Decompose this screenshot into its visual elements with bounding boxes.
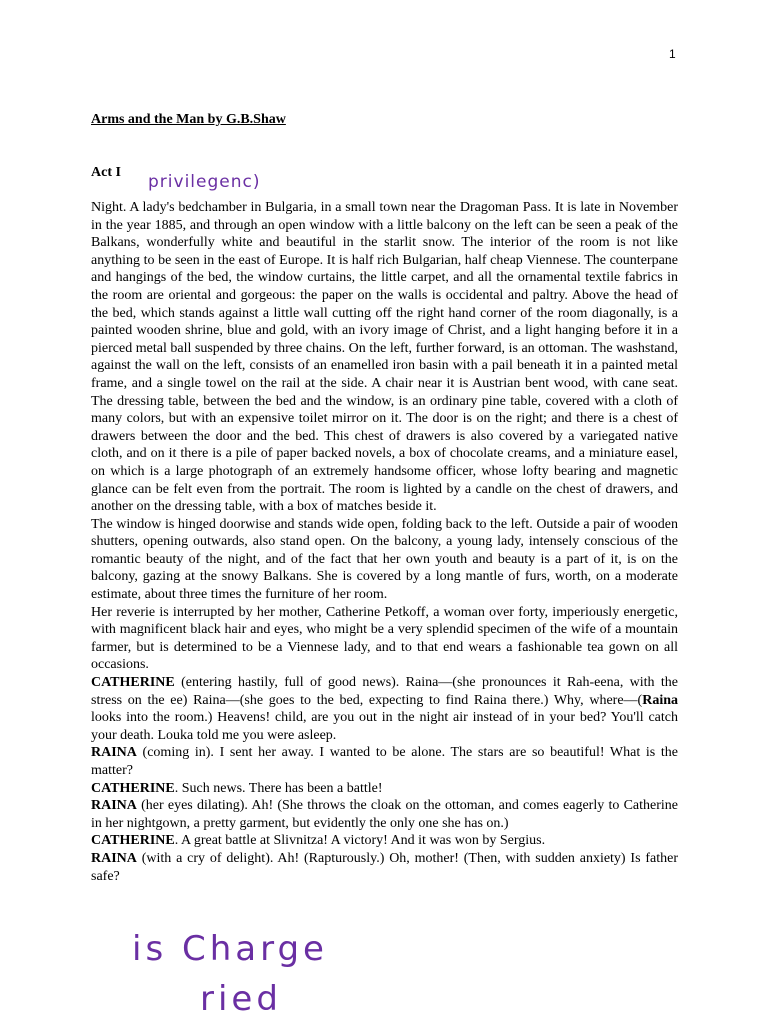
dialogue-line [91,832,678,850]
dialogue-line [91,850,678,885]
speaker-name: CATHERINE [91,675,175,691]
speaker-name-inline: Raina [642,692,678,708]
dialogue-text: . A great battle at Slivnitza! A victory! And it was won by Sergius. [174,833,546,849]
speaker-name: RAINA [91,850,137,866]
dialogue-text: (entering hastily, full of good news). Raina—(she pronounces it Rah-eena, with the stress on the ee) Raina—(she goes to the bed, expecting to find Raina there.) Why, where—( [91,675,678,708]
handwritten-annotation-bottom [0,918,768,1024]
dialogue-line [91,797,678,832]
handwritten-note-line-1: is Charge [132,929,328,969]
dialogue-text: (coming in). I sent her away. I wanted to be alone. The stars are so beautiful! What is the matter? [91,745,678,778]
speaker-name: CATHERINE [91,780,175,796]
page-number: 1 [669,47,676,61]
handwritten-annotation-top: privilegenc) [148,172,261,192]
speaker-name: RAINA [91,745,137,761]
stage-direction-paragraph: Her reverie is interrupted by her mother, Catherine Petkoff, a woman over forty, imperiously energetic, with magnificent black hair and eyes, who might be a very splendid specimen of the wife of a mountain farmer, but is determined to be a Viennese lady, and to that end wears a fashionable tea gown on all occasions. [91,604,678,673]
dialogue-text: (her eyes dilating). Ah! (She throws the cloak on the ottoman, and comes eagerly to Catherine in her nightgown, a pretty garment, but evidently the only one she has on.) [91,798,678,831]
dialogue-text: (with a cry of delight). Ah! (Rapturously.) Oh, mother! (Then, with sudden anxiety) Is father safe? [91,850,678,884]
dialogue-line [91,744,678,779]
dialogue-line [91,780,678,798]
script-body [91,199,678,885]
stage-direction-paragraph: Night. A lady's bedchamber in Bulgaria, in a small town near the Dragoman Pass. It is late in November in the year 1885, and through an open window with a little balcony on the left can be seen a peak of the Balkans, wonderfully white and beautiful in the starlit snow. The interior of the room is not like anything to be seen in the east of Europe. It is half rich Bulgarian, half cheap Viennese. The counterpane and hangings of the bed, the window curtains, the little carpet, and all the ornamental textile fabrics in the room are oriental and gorgeous: the paper on the walls is occidental and paltry. Above the head of the bed, which stands against a little wall cutting off the right hand corner of the room diagonally, is a painted wooden shrine, blue and gold, with an ivory image of Christ, and a light hanging before it in a pierced metal ball suspended by three chains. On the left, further forward, is an ottoman. The washstand, against the wall on the left, consists of an enamelled iron basin with a pail beneath it in a painted metal frame, and a single towel on the rail at the side. A chair near it is Austrian bent wood, with cane seat. The dressing table, between the bed and the window, is an ordinary pine table, covered with a cloth of many colors, but with an expensive toilet mirror on it. The door is on the right; and there is a chest of drawers between the door and the bed. This chest of drawers is also covered by a variegated native cloth, and on it there is a pile of paper backed novels, a box of chocolate creams, and a miniature easel, on which is a large photograph of an extremely handsome officer, whose lofty bearing and magnetic glance can be felt even from the portrait. The room is lighted by a candle on the chest of drawers, and another on the dressing table, with a box of matches beside it. [91,200,678,515]
stage-direction-paragraph: The window is hinged doorwise and stands wide open, folding back to the left. Outside a pair of wooden shutters, opening outwards, also stand open. On the balcony, a young lady, intensely conscious of the romantic beauty of the night, and of the fact that her own youth and beauty is a part of it, is on the balcony, gazing at the snowy Balkans. She is covered by a long mantle of furs, worth, on a moderate estimate, about three times the furniture of her room. [91,516,678,603]
dialogue-text: . Such news. There has been a battle! [174,780,383,796]
document-title: Arms and the Man by G.B.Shaw [91,112,286,127]
dialogue-text: looks into the room.) Heavens! child, are you out in the night air instead of in your bed? You'll catch your death. Louka told me you were asleep. [91,710,678,743]
handwritten-note-line-2: ried [200,979,282,1019]
act-heading: Act I [91,165,121,180]
speaker-name: RAINA [91,798,137,814]
speaker-name: CATHERINE [91,833,175,849]
dialogue-line [91,674,678,744]
